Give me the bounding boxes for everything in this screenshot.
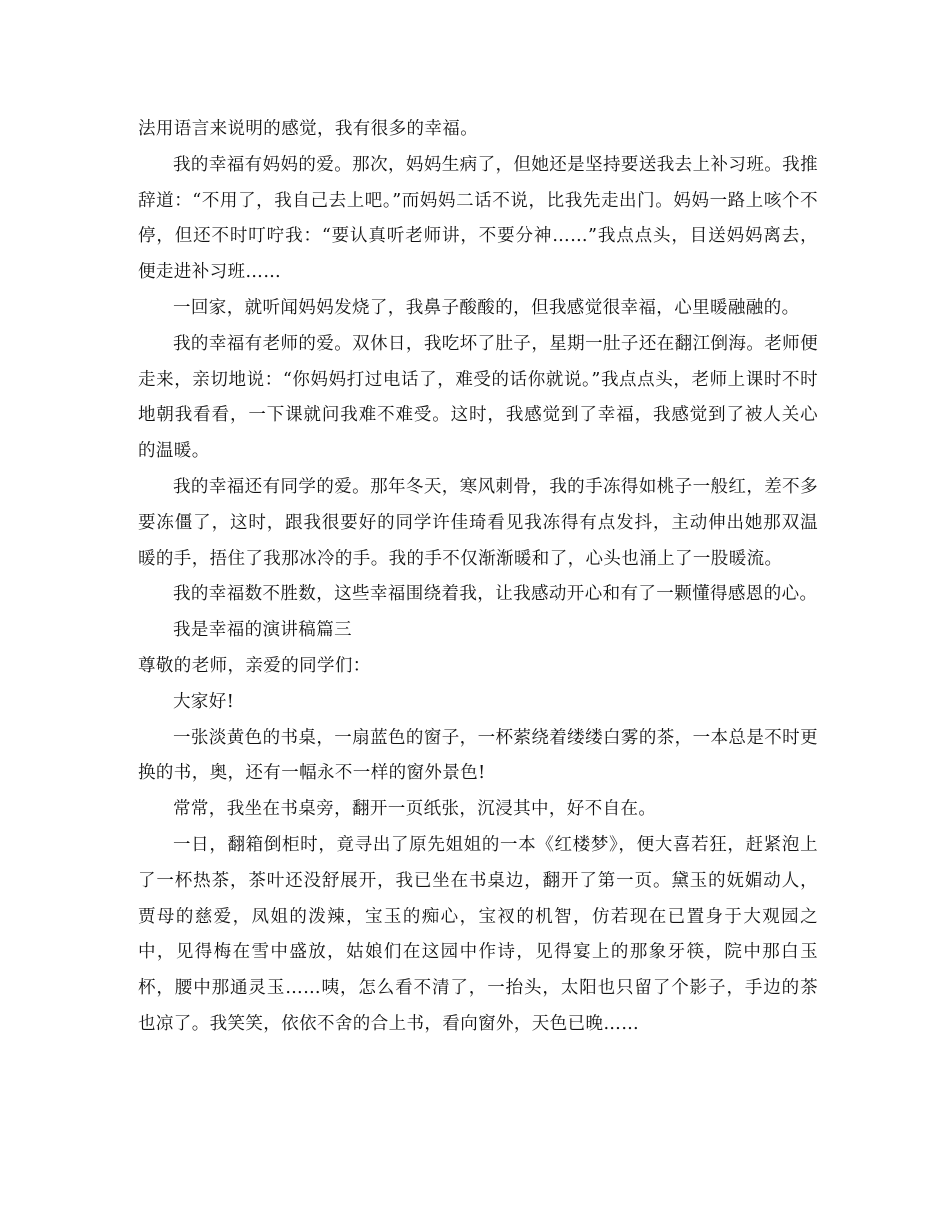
paragraph-4: 我的幸福有老师的爱。双休日，我吃坏了肚子，星期一肚子还在翻江倒海。老师便走来，亲切地说：“你妈妈打过电话了，难受的话你就说。”我点点头，老师上课时不时地朝我看看，一下课就问我难不难受。这时，我感觉到了幸福，我感觉到了被人关心的温暖。: [138, 333, 818, 462]
document-body: [138, 112, 818, 1043]
paragraph-3: 一回家，就听闻妈妈发烧了，我鼻子酸酸的，但我感觉很幸福，心里暖融融的。: [173, 297, 800, 318]
paragraph-6: 我的幸福数不胜数，这些幸福围绕着我，让我感动开心和有了一颗懂得感恩的心。: [173, 584, 818, 605]
section-heading: 我是幸福的演讲稿篇三: [173, 620, 352, 641]
paragraph-2: 我的幸福有妈妈的爱。那次，妈妈生病了，但她还是坚持要送我去上补习班。我推辞道：“不用了，我自己去上吧。”而妈妈二话不说，比我先走出门。妈妈一路上咳个不停，但还不时叮咛我：“要认真听老师讲，不要分神……”我点点头，目送妈妈离去，便走进补习班……: [138, 154, 818, 283]
paragraph-10: 一张淡黄色的书桌，一扇蓝色的窗子，一杯萦绕着缕缕白雾的茶，一本总是不时更换的书，奥，还有一幅永不一样的窗外景色!: [138, 727, 818, 784]
salutation: 尊敬的老师，亲爱的同学们：: [138, 655, 371, 676]
paragraph-11: 常常，我坐在书桌旁，翻开一页纸张，沉浸其中，好不自在。: [173, 799, 657, 820]
greeting: 大家好!: [173, 691, 235, 712]
paragraph-1: 法用语言来说明的感觉，我有很多的幸福。: [138, 119, 479, 139]
paragraph-12: 一日，翻箱倒柜时，竟寻出了原先姐姐的一本《红楼梦》，便大喜若狂，赶紧泡上了一杯热茶，茶叶还没舒展开，我已坐在书桌边，翻开了第一页。黛玉的妩媚动人，贾母的慈爱，凤姐的泼辣，宝玉的痴心，宝衩的机智，仿若现在已置身于大观园之中，见得梅在雪中盛放，姑娘们在这园中作诗，见得宴上的那象牙筷，院中那白玉杯，腰中那通灵玉……咦，怎么看不清了，一抬头，太阳也只留了个影子，手边的茶也凉了。我笑笑，依依不舍的合上书，看向窗外，天色已晚……: [138, 834, 818, 1034]
paragraph-5: 我的幸福还有同学的爱。那年冬天，寒风刺骨，我的手冻得如桃子一般红，差不多要冻僵了，这时，跟我很要好的同学许佳琦看见我冻得有点发抖，主动伸出她那双温暖的手，捂住了我那冰冷的手。我的手不仅渐渐暖和了，心头也涌上了一股暖流。: [138, 476, 818, 569]
